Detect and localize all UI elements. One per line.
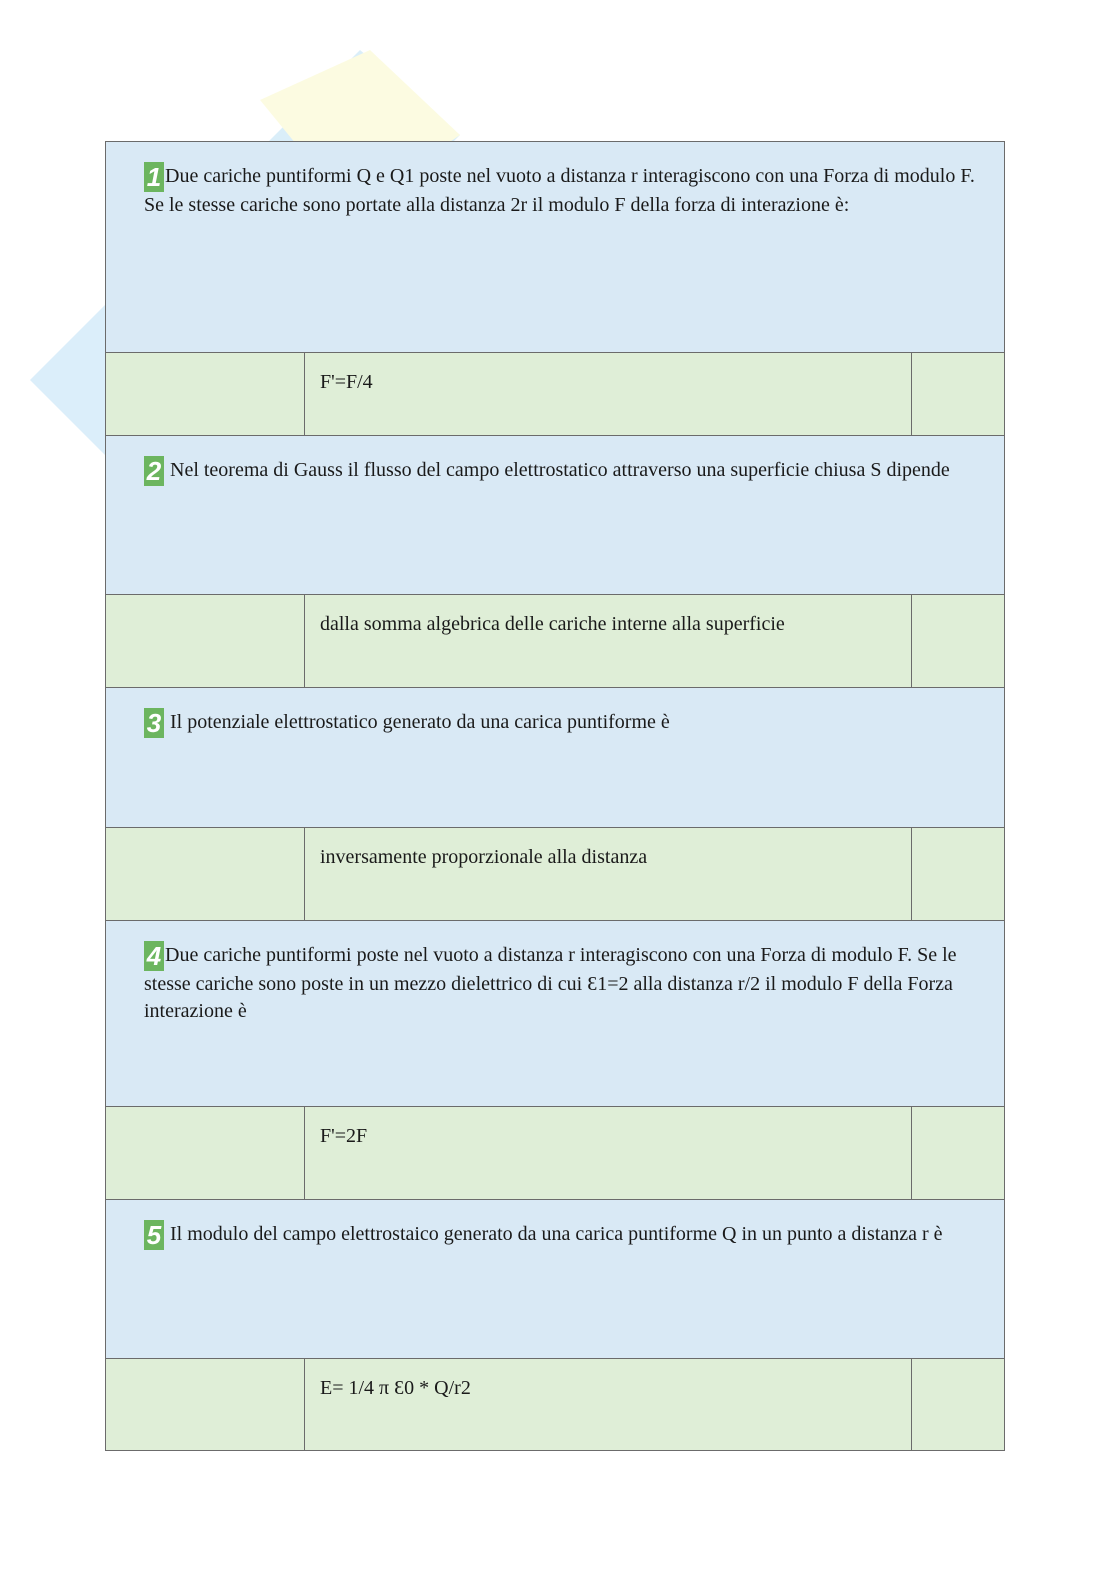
question-text: Due cariche puntiformi poste nel vuoto a distanza r interagiscono con una Forza di modulo F. Se le stesse cariche sono poste in un mezzo dielettrico di cui Ɛ1=2 alla distanza r/2 il modulo F della Forza interazione è [144, 944, 957, 1022]
answer-text: dalla somma algebrica delle cariche interne alla superficie [305, 595, 912, 687]
question-row-2 [106, 436, 1004, 595]
question-row-5 [106, 1200, 1004, 1359]
question-text: Nel teorema di Gauss il flusso del campo elettrostatico attraverso una superficie chiusa S dipende [165, 459, 950, 481]
answer-row-3 [106, 828, 1004, 921]
question-text: Il modulo del campo elettrostaico generato da una carica puntiforme Q in un punto a distanza r è [165, 1223, 943, 1245]
answer-right-cell [912, 1359, 1004, 1450]
answer-right-cell [912, 828, 1004, 920]
answer-text: F'=2F [305, 1107, 912, 1199]
question-number-badge: 2 [144, 456, 164, 486]
answer-text: E= 1/4 π Ɛ0 * Q/r2 [305, 1359, 912, 1450]
answer-right-cell [912, 353, 1004, 435]
question-number-badge: 5 [144, 1220, 164, 1250]
question-text: Due cariche puntiformi Q e Q1 poste nel vuoto a distanza r interagiscono con una Forza di modulo F. Se le stesse cariche sono portate alla distanza 2r il modulo F della forza di interazione è: [144, 165, 975, 216]
question-number-badge: 3 [144, 708, 164, 738]
answer-left-cell [106, 595, 305, 687]
question-number-badge: 1 [144, 162, 164, 192]
question-text: Il potenziale elettrostatico generato da una carica puntiforme è [165, 711, 670, 733]
quiz-table [105, 141, 1005, 1451]
answer-left-cell [106, 1107, 305, 1199]
answer-row-2 [106, 595, 1004, 688]
question-number-badge: 4 [144, 941, 164, 971]
answer-left-cell [106, 828, 305, 920]
answer-text: inversamente proporzionale alla distanza [305, 828, 912, 920]
answer-left-cell [106, 1359, 305, 1450]
question-row-3 [106, 688, 1004, 828]
answer-left-cell [106, 353, 305, 435]
answer-row-5 [106, 1359, 1004, 1451]
question-row-1 [106, 142, 1004, 353]
answer-right-cell [912, 1107, 1004, 1199]
answer-right-cell [912, 595, 1004, 687]
answer-row-4 [106, 1107, 1004, 1200]
answer-text: F'=F/4 [305, 353, 912, 435]
answer-row-1 [106, 353, 1004, 436]
question-row-4 [106, 921, 1004, 1107]
